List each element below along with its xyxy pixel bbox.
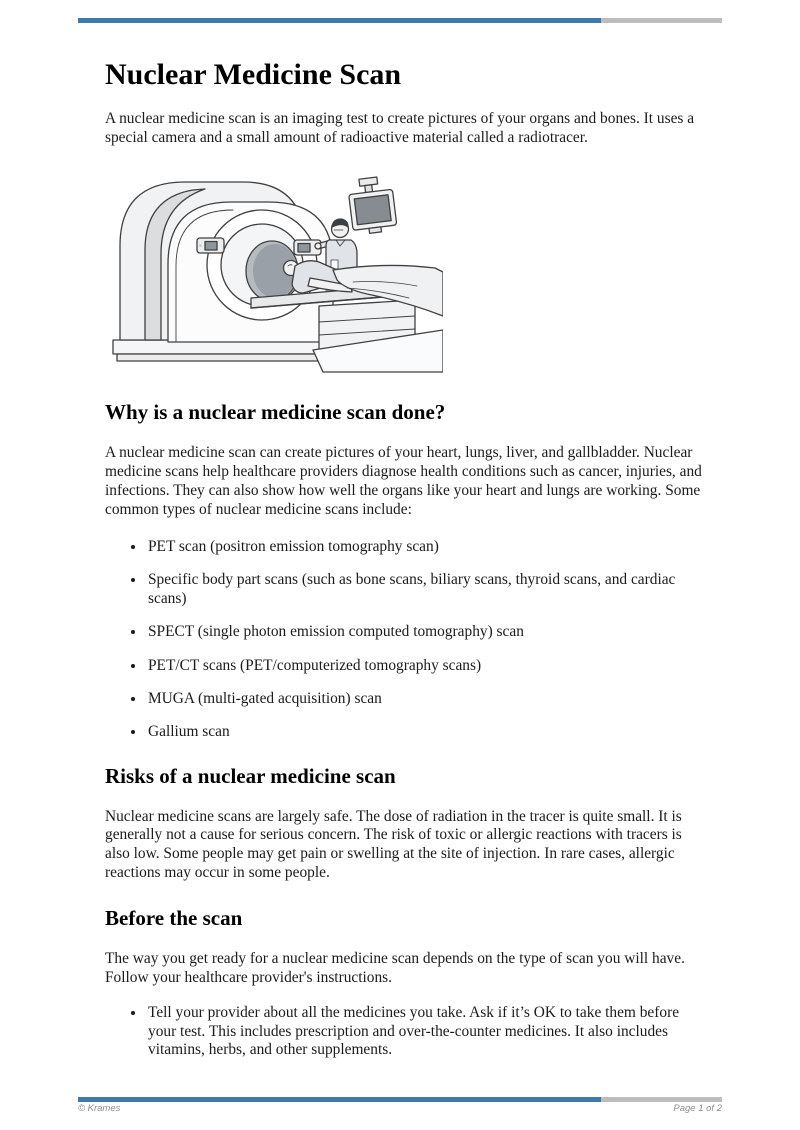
risks-section-heading: Risks of a nuclear medicine scan — [105, 763, 396, 788]
footer-accent-bar-blue-segment — [78, 1097, 601, 1102]
footer-accent-bar — [78, 1097, 722, 1102]
before-section-paragraph: The way you get ready for a nuclear medicine scan depends on the type of scan you will have. Follow your healthcare provider's instructions. — [105, 950, 685, 987]
nuclear-medicine-scanner-illustration — [105, 172, 443, 374]
list-item: • Tell your provider about all the medicines you take. Ask if it’s OK to take them before your test. This includes prescription and over-the-counter medicines. It also includes vitamins, herbs, and other supplements. — [146, 1004, 705, 1060]
page-title: Nuclear Medicine Scan — [105, 58, 402, 91]
list-item: • PET/CT scans (PET/computerized tomography scans) — [146, 657, 705, 676]
risks-section-paragraph: Nuclear medicine scans are largely safe. The dose of radiation in the tracer is quite small. It is generally not a cause for serious concern. The risk of toxic or allergic reactions with tracers is also low. Some people may get pain or swelling at the site of injection. In rare cases, allergic reactions may occur in some people. — [105, 807, 682, 881]
list-item: • Gallium scan — [146, 723, 705, 742]
document-content — [105, 0, 705, 1060]
scanner-illustration-svg — [105, 172, 443, 374]
scanner-base — [113, 340, 331, 361]
copyright-text: © Krames — [78, 1103, 121, 1114]
list-item: • PET scan (positron emission tomography scan) — [146, 538, 705, 557]
table-pedestal — [313, 300, 443, 372]
footer-accent-bar-gray-segment — [601, 1097, 722, 1102]
before-section-heading: Before the scan — [105, 906, 243, 931]
list-item: • SPECT (single photon emission computed tomography) scan — [146, 623, 705, 642]
page-number: Page 1 of 2 — [673, 1103, 722, 1114]
scanner-gantry — [120, 182, 333, 342]
intro-paragraph: A nuclear medicine scan is an imaging test to create pictures of your organs and bones. It uses a special camera and a small amount of radioactive material called a radiotracer. — [105, 110, 695, 146]
why-section-heading: Why is a nuclear medicine scan done? — [105, 400, 446, 425]
list-item: • MUGA (multi-gated acquisition) scan — [146, 690, 705, 709]
why-section-paragraph: A nuclear medicine scan can create pictures of your heart, lungs, liver, and gallbladder. Nuclear medicine scans help healthcare providers diagnose health conditions such as cancer, injuries, and infections. They can also show how well the organs like your heart and lungs are working. Some common types of nuclear medicine scans include: — [105, 444, 702, 518]
before-scan-list — [105, 1004, 705, 1060]
scan-type-list — [105, 538, 705, 741]
page-footer — [78, 1103, 722, 1114]
list-item: • Specific body part scans (such as bone scans, biliary scans, thyroid scans, and cardiac scans) — [146, 571, 705, 608]
overhead-monitor — [347, 176, 397, 236]
